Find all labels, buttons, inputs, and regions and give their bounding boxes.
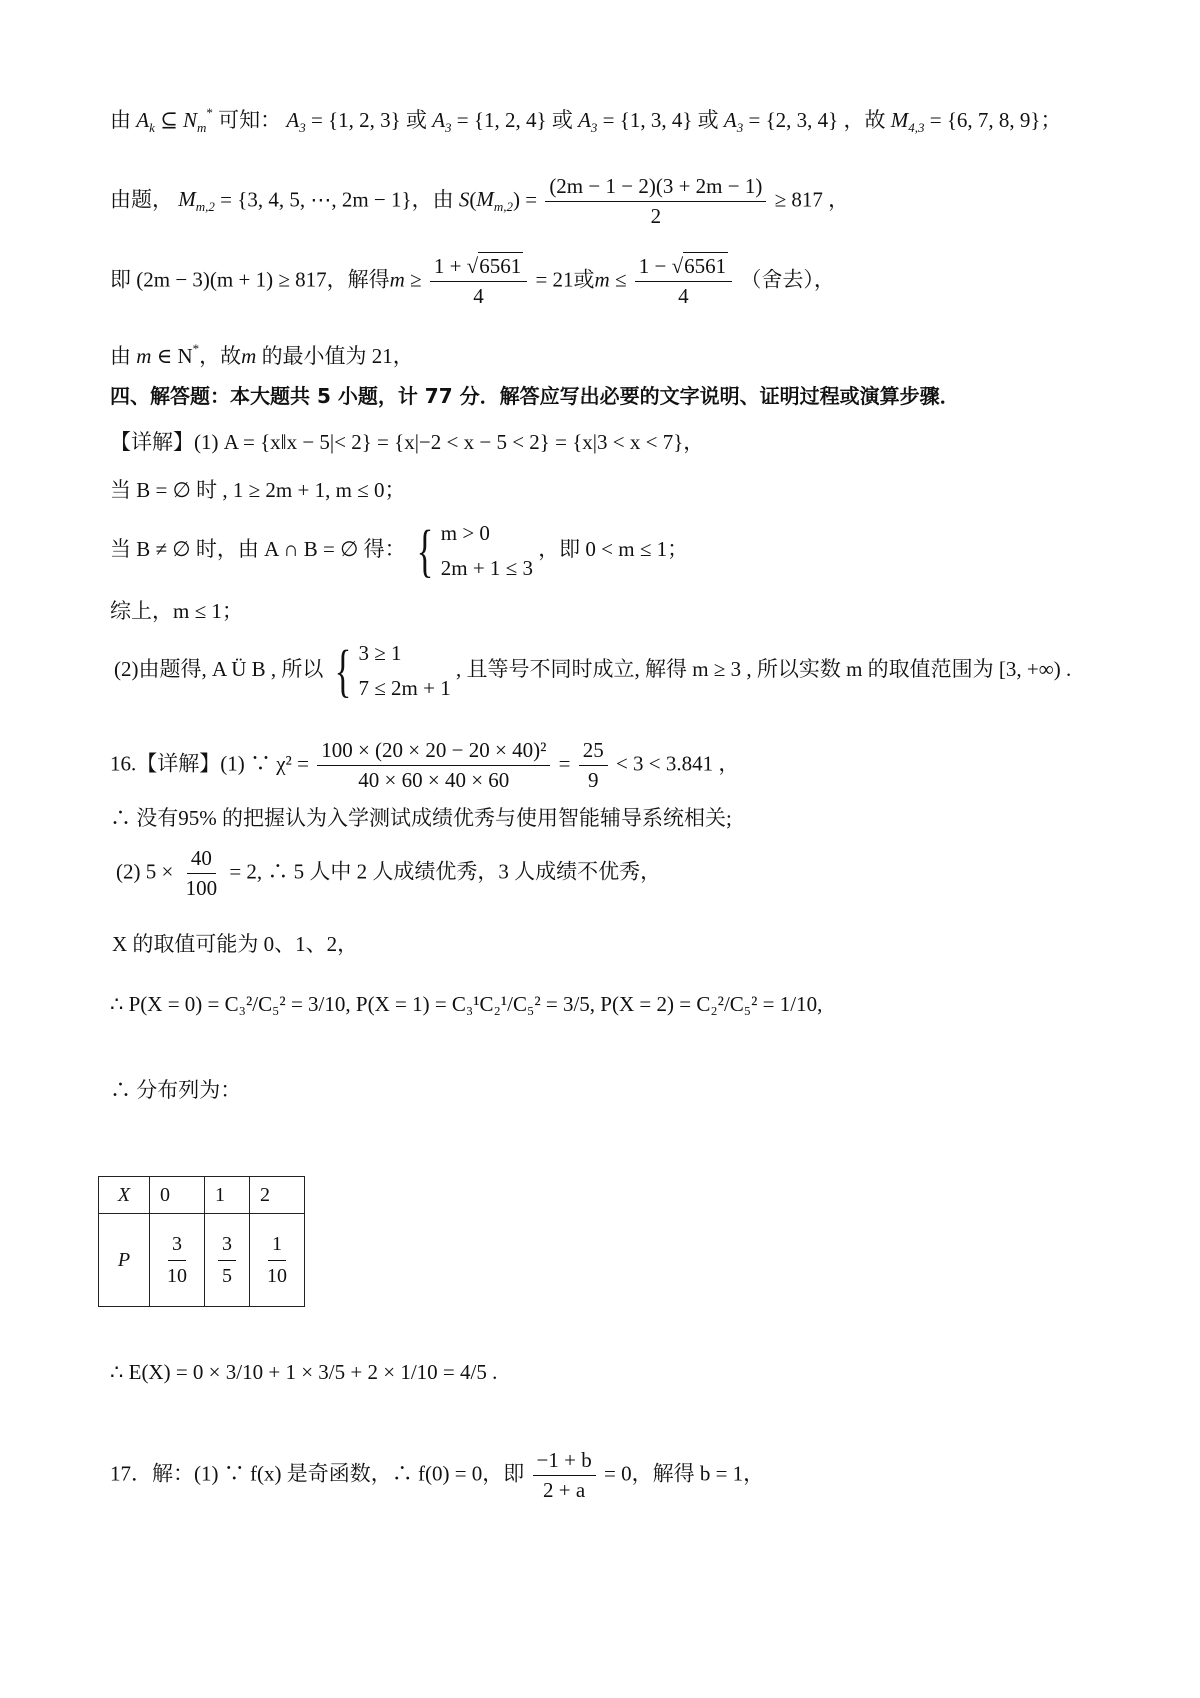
line-1: 由 $A_k$ ⊆ $N_m^*$ 可知： $A_3 = \{1$, 2, 3} 或 $A_3 = \{1$, 2, 4} 或 $A_3 = \{1$, 3, 4} 或 $A_3 = \{2$, 3, 4} ，故 $M_{4,3} = \{6$, 7, 8, 9}； — [110, 105, 1062, 135]
inequality-system-2: { 3 ≥ 1 7 ≤ 2m + 1 — [334, 638, 451, 703]
p16-line-1: 16.【详解】(1) ∵ χ² = $\frac{\text{100 × (20 × 20 − 20 × 40)²}}{40 \times 60 \times 40 \times 60}$ = $\frac{25}{9}$ < 3 < 3.841 ， — [110, 738, 740, 792]
fraction-40-100: $\frac{40}{100}$ — [185, 846, 218, 900]
inequality-system-1: { m > 0 2m + 1 ≤ 3 — [416, 518, 533, 583]
p16-expectation: ∴ E(X) = 0 × 3/10 + 1 × 3/5 + 2 × 1/10 = 4/5 . — [110, 1360, 498, 1384]
inequality: (2m − 3)(m + 1) ≥ 817 — [136, 267, 327, 292]
section-heading: 四、解答题：本大题共 5 小题，计 77 分．解答应写出必要的文字说明、证明过程或演算步骤． — [110, 384, 960, 408]
line-3: 即 (2m − 3)(m + 1) ≥ 817，解得m ≥ $\frac{1 + √6561}{4}$ = 21或m ≤ $\frac{1 - √6561}{4}$ （舍去）， — [110, 254, 835, 308]
set-m-m2: = {3, 4, 5, ⋯, 2m − 1} — [220, 187, 412, 212]
table-row: P $\frac{3}{10}$ $\frac{3}{5}$ $\frac{1}{10}$ — [99, 1214, 305, 1307]
set-m43: {6, 7, 8, 9} — [946, 108, 1041, 132]
fraction-sum: $\frac{(2m - 1 - 2)(3 + 2m - 1)}{2}$ — [545, 176, 766, 227]
p16-x-values: X 的取值可能为 0、1、2， — [112, 932, 359, 956]
p16-dist-label: ∴ 分布列为： — [110, 1078, 242, 1102]
set-a3-2: {1, 2, 4} — [473, 108, 547, 132]
p16-part-2: (2) 5 × $\frac{40}{100}$ = 2, ∴ 5 人中 2 人成绩优秀，3 人成绩不优秀， — [116, 846, 662, 900]
p15-line-1: 【详解】(1) A = {x‖x − 5|< 2} = {x|−2 < x − 5 < 2} = {x|3 < x < 7}， — [110, 430, 705, 454]
table-row: X 0 1 2 — [99, 1177, 305, 1214]
p15-part-2: (2)由题得, A Ü B , 所以 { 3 ≥ 1 7 ≤ 2m + 1 , 且等号不同时成立, 解得 m ≥ 3 , 所以实数 m 的取值范围为 [3, +∞) . — [114, 638, 1072, 703]
line-2: 由题， $M_{m,2} = \{3$, 4, 5, ⋯, 2m − 1}，由 $S(M_{m,2})$ = $\frac{(2m - 1 - 2)(3 + 2m - 1)}{2}$ ≥ 817 ， — [110, 174, 850, 228]
p16-probabilities: ∴ P(X = 0) = C₃²/C₅² = 3/10, P(X = 1) = C₃¹C₂¹/C₅² = 3/5, P(X = 2) = C₂²/C₅² = 1/10, — [110, 992, 823, 1016]
fraction-root-plus: $\frac{1 + √6561}{4}$ — [430, 256, 527, 307]
p17-line-1: 17．解：(1) ∵ f(x) 是奇函数，∴ f(0) = 0，即 $\frac{-1 + b}{2 + a}$ = 0，解得 b = 1， — [110, 1448, 765, 1502]
p16-conclusion: ∴ 没有95% 的把握认为入学测试成绩优秀与使用智能辅导系统相关; — [110, 806, 732, 830]
set-a3-3: {1, 3, 4} — [619, 108, 693, 132]
set-a3-1: {1, 2, 3} — [328, 108, 401, 132]
p15-summary: 综上，m ≤ 1； — [110, 599, 243, 623]
fraction-root-minus: $\frac{1 - √6561}{4}$ — [635, 256, 732, 307]
fraction-p17: $\frac{-1 + b}{2 + a}$ — [533, 1450, 596, 1501]
distribution-table — [98, 1176, 305, 1307]
p15-case-1: 当 B = ∅ 时 , 1 ≥ 2m + 1, m ≤ 0； — [110, 478, 406, 502]
line-4: 由 m ∈ N*，故m 的最小值为 21， — [110, 341, 414, 368]
fraction-chi-square: $\frac{\text{100 × (20 × 20 − 20 × 40)²}}{40 \times 60 \times 40 \times 60}$ — [317, 740, 550, 791]
p15-case-2: 当 B ≠ ∅ 时，由 A ∩ B = ∅ 得： { m > 0 2m + 1 ≤ 3 ，即 0 < m ≤ 1； — [110, 518, 689, 583]
fraction-25-9: $\frac{25}{9}$ — [579, 740, 608, 791]
set-a3-4: {2, 3, 4} — [765, 108, 839, 132]
